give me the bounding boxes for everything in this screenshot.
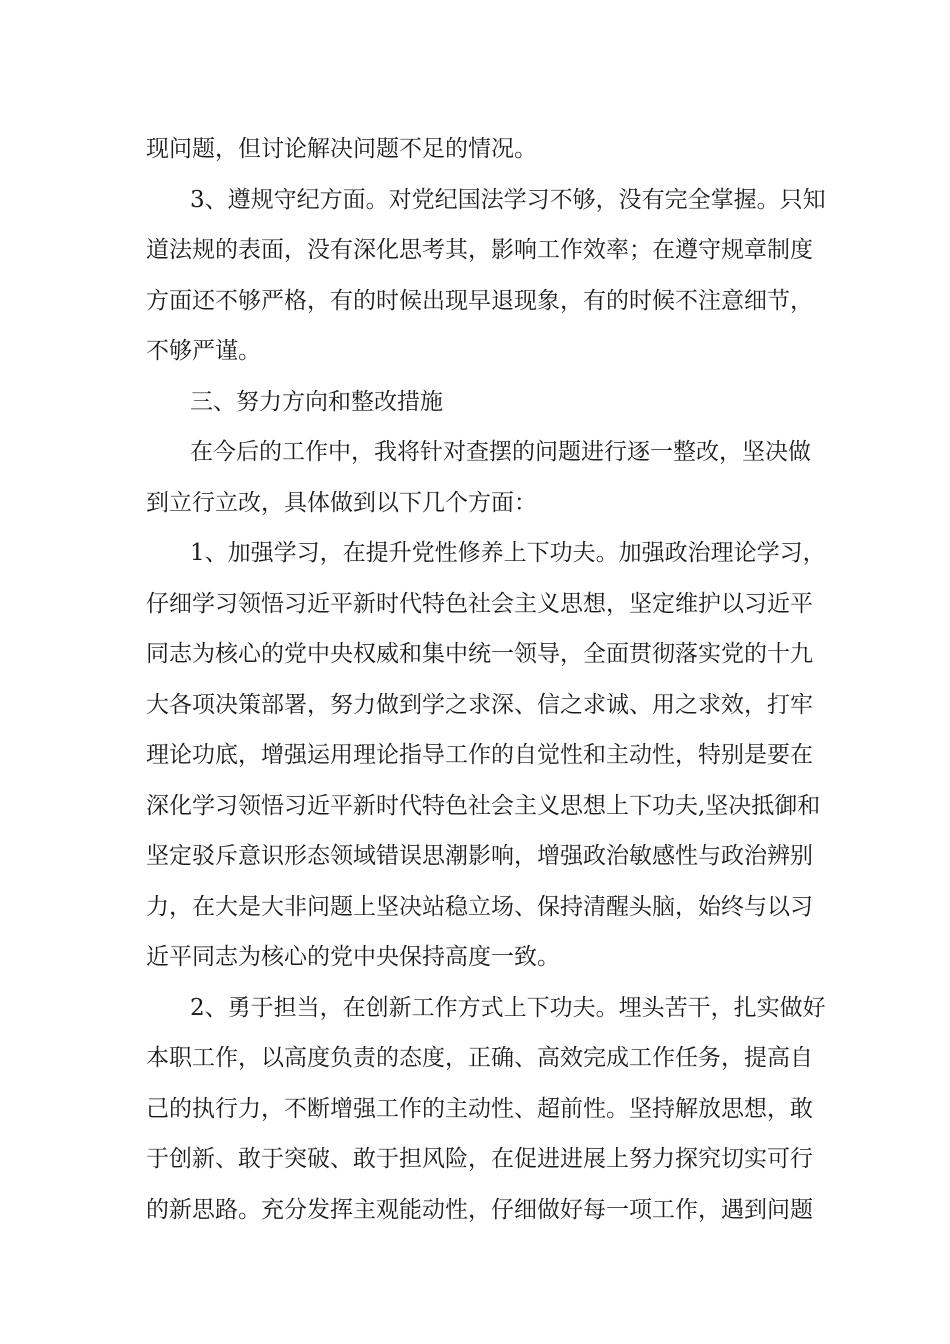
text-line: 近平同志为核心的党中央保持高度一致。: [146, 944, 560, 970]
text-line: 大各项决策部署，努力做到学之求深、信之求诚、用之求效，打牢: [146, 692, 813, 718]
text-line: 1、加强学习，在提升党性修养上下功夫。加强政治理论学习，: [190, 540, 826, 566]
text-line: 同志为核心的党中央权威和集中统一领导，全面贯彻落实党的十九: [146, 641, 813, 667]
text-line: 现问题，但讨论解决问题不足的情况。: [146, 136, 537, 162]
text-line: 力，在大是大非问题上坚决站稳立场、保持清醒头脑，始终与以习: [146, 894, 813, 920]
text-line: 到立行立改，具体做到以下几个方面：: [146, 490, 537, 516]
text-line: 3、遵规守纪方面。对党纪国法学习不够，没有完全掌握。只知: [190, 187, 826, 213]
text-line: 不够严谨。: [146, 338, 261, 364]
text-line: 坚定驳斥意识形态领域错误思潮影响，增强政治敏感性与政治辨别: [146, 843, 813, 869]
section-heading: 三、努力方向和整改措施: [190, 389, 443, 415]
text-line: 本职工作，以高度负责的态度，正确、高效完成工作任务，提高自: [146, 1045, 813, 1071]
text-line: 于创新、敢于突破、敢于担风险，在促进进展上努力探究切实可行: [146, 1146, 813, 1172]
text-line: 在今后的工作中，我将针对查摆的问题进行逐一整改，坚决做: [190, 439, 811, 465]
text-line: 己的执行力，不断增强工作的主动性、超前性。坚持解放思想，敢: [146, 1096, 813, 1122]
text-line: 道法规的表面，没有深化思考其，影响工作效率；在遵守规章制度: [146, 237, 813, 263]
text-line: 方面还不够严格，有的时候出现早退现象，有的时候不注意细节，: [146, 288, 813, 314]
text-line: 的新思路。充分发挥主观能动性，仔细做好每一项工作，遇到问题: [146, 1197, 813, 1223]
text-line: 深化学习领悟习近平新时代特色社会主义思想上下功夫,坚决抵御和: [146, 793, 821, 819]
text-line: 仔细学习领悟习近平新时代特色社会主义思想，坚定维护以习近平: [146, 591, 813, 617]
text-line: 2、勇于担当，在创新工作方式上下功夫。埋头苦干，扎实做好: [190, 995, 826, 1021]
text-line: 理论功底，增强运用理论指导工作的自觉性和主动性，特别是要在: [146, 742, 813, 768]
